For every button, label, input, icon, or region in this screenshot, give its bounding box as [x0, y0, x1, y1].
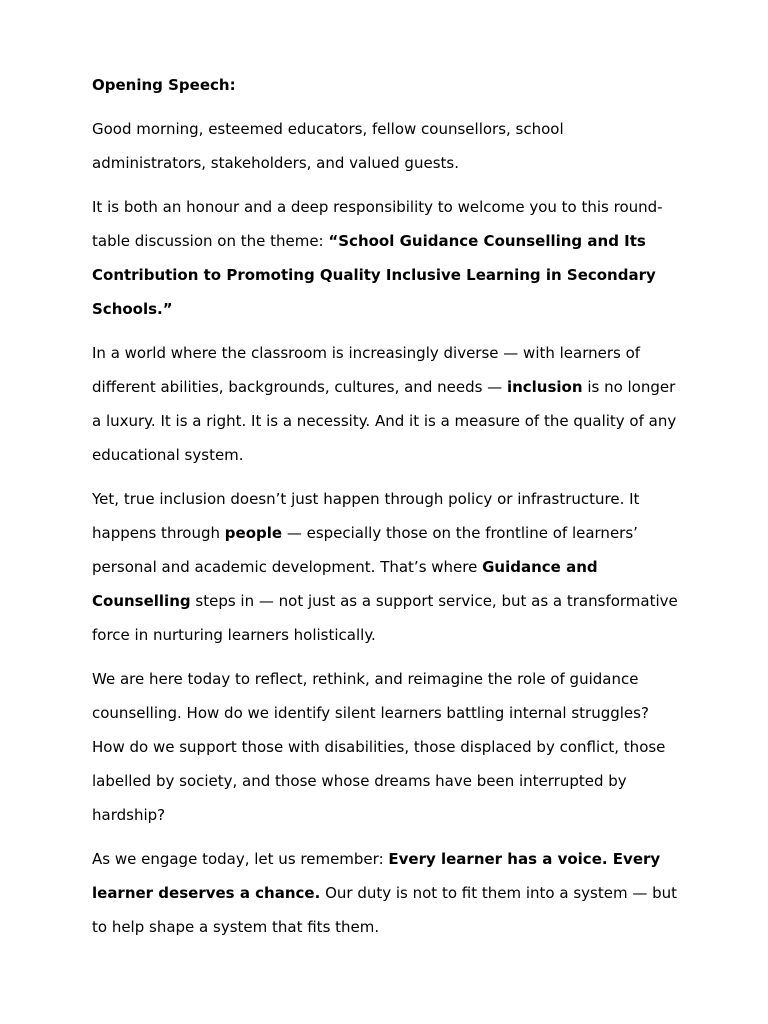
- body-text: is no longer a luxury. It is a right. It is a necessity. And it is a measure of the quality of any educational system.: [92, 378, 677, 464]
- body-text: Yet, true inclusion doesn’t just happen through policy or infrastructure. It happens through: [92, 490, 640, 542]
- paragraph: [92, 662, 682, 832]
- document-body: [92, 112, 682, 944]
- body-text: In a world where the classroom is increasingly diverse — with learners of different abilities, backgrounds, cultures, and needs —: [92, 344, 641, 396]
- bold-text: Guidance and Counselling: [92, 558, 598, 610]
- body-text: Our duty is not to fit them into a system — but to help shape a system that fits them.: [92, 884, 678, 936]
- body-text: Good morning, esteemed educators, fellow counsellors, school administrators, stakeholders, and valued guests.: [92, 120, 564, 172]
- document-page: [92, 68, 682, 954]
- paragraph: [92, 336, 682, 472]
- body-text: — especially those on the frontline of learners’ personal and academic development. That’s where: [92, 524, 638, 576]
- body-text: We are here today to reflect, rethink, and reimagine the role of guidance counselling. How do we identify silent learners battling internal struggles? How do we support those with disabilities, those displaced by conflict, those labelled by society, and those whose dreams have been interrupted by hardship?: [92, 670, 666, 824]
- bold-text: people: [224, 524, 283, 542]
- body-text: steps in — not just as a support service, but as a transformative force in nurturing learners holistically.: [92, 592, 678, 644]
- paragraph: [92, 842, 682, 944]
- body-text: It is both an honour and a deep responsibility to welcome you to this round-table discussion on the theme:: [92, 198, 663, 250]
- paragraph: [92, 190, 682, 326]
- body-text: As we engage today, let us remember:: [92, 850, 389, 868]
- bold-text: Every learner has a voice. Every learner deserves a chance.: [92, 850, 661, 902]
- bold-text: inclusion: [506, 378, 583, 396]
- bold-text: “School Guidance Counselling and Its Contribution to Promoting Quality Inclusive Learning in Secondary Schools.”: [92, 232, 656, 318]
- paragraph: [92, 482, 682, 652]
- document-heading: Opening Speech:: [92, 76, 236, 94]
- paragraph: [92, 112, 682, 180]
